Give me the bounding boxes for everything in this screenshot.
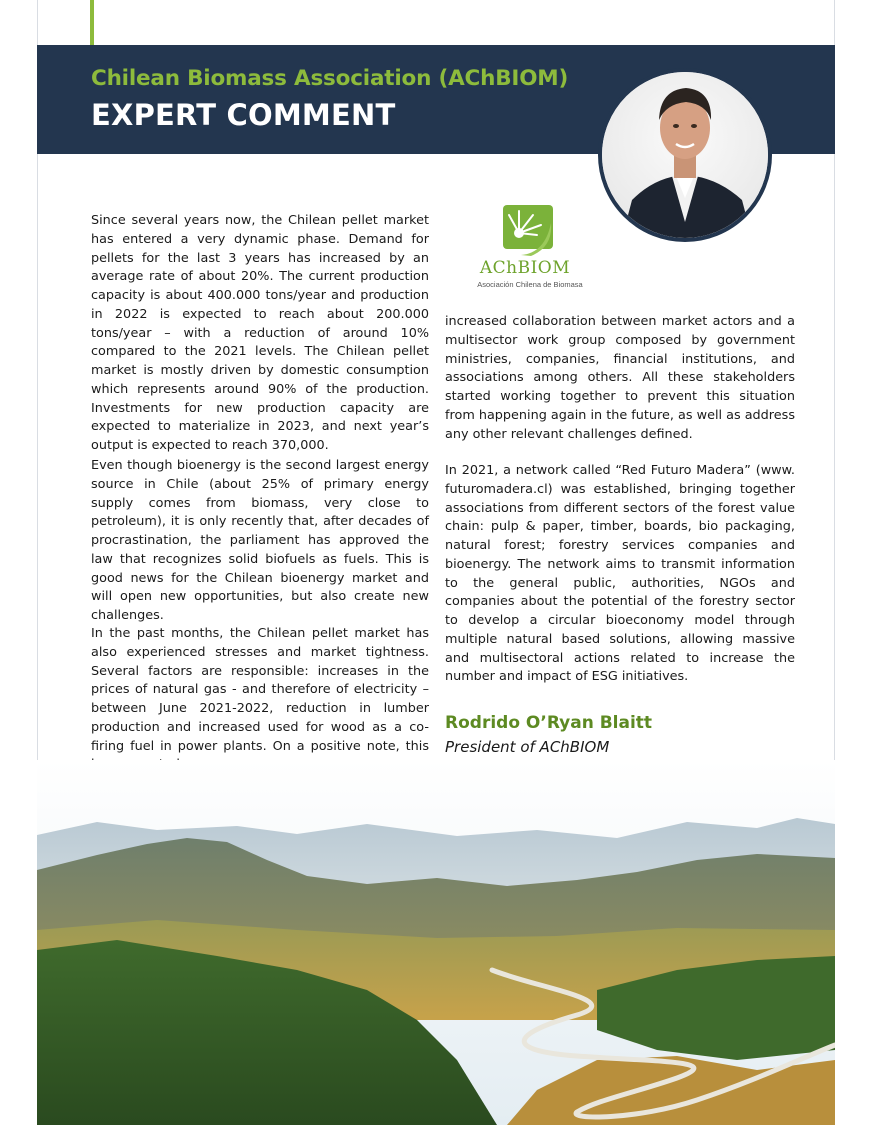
header-title: EXPERT COMMENT — [91, 98, 396, 132]
article-paragraph: In 2021, a network called “Red Futuro Madera” (www. futuromadera.cl) was established, bringing together associations from different sectors of the forest value chain: pulp & paper, timber, boards, bio packaging, natural forest; forestry services companies and bioenergy. The network aims to transmit information to the general public, authorities, NGOs and companies about the potential of the forestry sector to develop a circular bioeconomy model through multiple natural based solutions, allowing massive and multisectoral actions related to increase the number and impact of ESG initiatives. — [445, 463, 795, 685]
signature-name: Rodrido O’Ryan Blaitt — [445, 713, 653, 733]
article-paragraph: Even though bioenergy is the second largest energy source in Chile (about 25% of primary energy supply comes from biomass, very close to petroleum), it is only recently that, after decades of procrastination, the parliament has approved the law that recognizes solid biofuels as fuels. This is good news for the Chilean bioenergy market and will open new opportunities, but also create new challenges. — [91, 458, 429, 623]
article-paragraph: Since several years now, the Chilean pellet market has entered a very dynamic phase. Demand for pellets for the last 3 years has increased by an average rate of about 20%. The current production capacity is about 400.000 tons/year and production in 2022 is expected to reach about 200.000 tons/year – with a reduction of around 10% compared to the 2021 levels. The Chilean pellet market is mostly driven by domestic consumption which represents around 90% of the production. Investments for new production capacity are expected to materialize in 2023, and next year’s output is expected to reach 370,000. — [91, 213, 429, 453]
portrait-photo — [598, 68, 772, 242]
article-paragraph: increased collaboration between market actors and a multisector work group composed by government ministries, companies, financial institutions, and associations among others. All these stakeholders started working together to prevent this situation from happening again in the future, as well as address any other relevant challenges defined. — [445, 314, 795, 442]
landscape-photo — [37, 760, 835, 1125]
achbiom-logo — [466, 200, 596, 292]
article-paragraph: In the past months, the Chilean pellet market has also experienced stresses and market tightness. Several factors are responsible: increases in the prices of natural gas - and therefore of electricity – between June 2021-2022, reduction in lumber production and increased used for wood as a co-firing fuel in power plants. On a positive note, this — [91, 626, 429, 754]
signature-role: President of AChBIOM — [445, 738, 610, 756]
logo-name: AChBIOM — [479, 258, 571, 278]
achbiom-logo-icon — [501, 203, 557, 257]
logo-subtitle: Asociación Chilena de Biomasa — [477, 280, 583, 289]
header-organization: Chilean Biomass Association (AChBIOM) — [91, 66, 569, 91]
